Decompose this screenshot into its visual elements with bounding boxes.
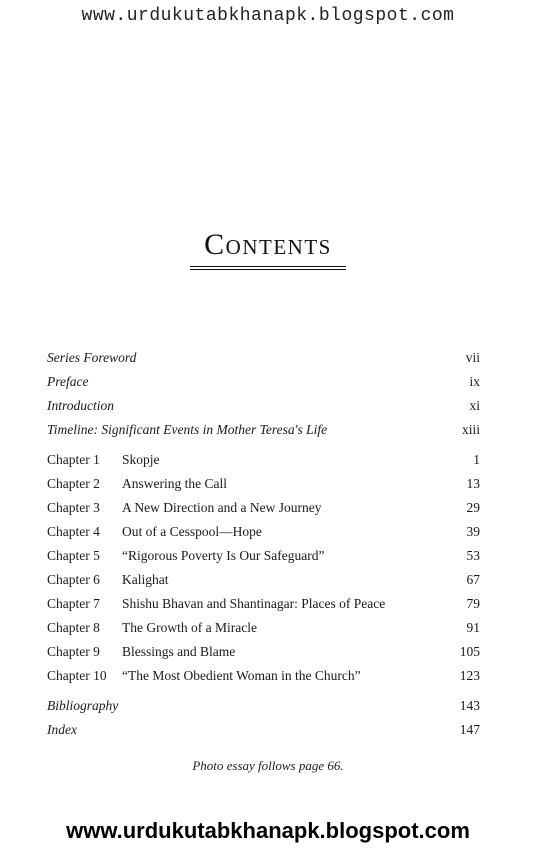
toc-entry-page: 143 bbox=[459, 698, 480, 713]
toc-chapter-8[interactable] bbox=[47, 616, 480, 640]
chapter-number: Chapter 1 bbox=[47, 452, 100, 467]
contents-heading-block bbox=[0, 228, 536, 270]
toc-entry-page: 1 bbox=[473, 452, 480, 467]
chapter-title: Blessings and Blame bbox=[122, 644, 236, 659]
chapter-title: Answering the Call bbox=[122, 476, 227, 491]
title-rule-upper bbox=[190, 266, 346, 267]
chapter-number: Chapter 2 bbox=[47, 476, 100, 491]
toc-entry-page: 105 bbox=[459, 644, 480, 659]
chapter-number: Chapter 9 bbox=[47, 644, 100, 659]
chapter-number: Chapter 10 bbox=[47, 668, 107, 683]
toc-entry-page: 53 bbox=[466, 548, 480, 563]
toc-entry-page: 91 bbox=[466, 620, 480, 635]
toc-entry-page: 39 bbox=[466, 524, 480, 539]
toc-entry-page: 147 bbox=[459, 722, 480, 737]
toc-entry-series-foreword[interactable] bbox=[47, 346, 480, 370]
photo-essay-note: Photo essay follows page 66. bbox=[192, 758, 344, 773]
chapter-title: “Rigorous Poverty Is Our Safeguard” bbox=[122, 548, 325, 563]
toc-chapter-6[interactable] bbox=[47, 568, 480, 592]
toc-entry-label: Bibliography bbox=[47, 698, 119, 713]
toc-entry-preface[interactable] bbox=[47, 370, 480, 394]
toc-chapter-5[interactable] bbox=[47, 544, 480, 568]
chapter-title: A New Direction and a New Journey bbox=[122, 500, 322, 515]
toc-entry-page: 79 bbox=[466, 596, 480, 611]
toc-chapter-4[interactable] bbox=[47, 520, 480, 544]
toc-chapter-2[interactable] bbox=[47, 472, 480, 496]
page-title: Contents bbox=[204, 228, 332, 261]
chapter-number: Chapter 8 bbox=[47, 620, 100, 635]
toc-entry-index[interactable] bbox=[47, 718, 480, 742]
toc-entry-label: Timeline: Significant Events in Mother Teresa's Life bbox=[47, 422, 328, 437]
toc-entry-label: Index bbox=[47, 722, 77, 737]
toc-entry-timeline[interactable] bbox=[47, 418, 480, 442]
chapter-title: Shishu Bhavan and Shantinagar: Places of Peace bbox=[122, 596, 386, 611]
toc-entry-label: Introduction bbox=[47, 398, 114, 413]
toc-entry-label: Series Foreword bbox=[47, 350, 137, 365]
toc-chapter-10[interactable] bbox=[47, 664, 480, 688]
toc-entry-page: 13 bbox=[466, 476, 480, 491]
chapter-title: Skopje bbox=[122, 452, 160, 467]
toc-entry-page: 123 bbox=[459, 668, 480, 683]
chapter-number: Chapter 5 bbox=[47, 548, 100, 563]
toc-chapter-3[interactable] bbox=[47, 496, 480, 520]
table-of-contents bbox=[47, 346, 480, 742]
chapter-title: Out of a Cesspool—Hope bbox=[122, 524, 262, 539]
watermark-bottom: www.urdukutabkhanapk.blogspot.com bbox=[66, 818, 470, 843]
toc-entry-page: ix bbox=[469, 374, 480, 389]
chapter-number: Chapter 4 bbox=[47, 524, 100, 539]
toc-entry-label: Preface bbox=[47, 374, 89, 389]
toc-entry-bibliography[interactable] bbox=[47, 694, 480, 718]
chapter-number: Chapter 7 bbox=[47, 596, 100, 611]
toc-entry-page: 67 bbox=[466, 572, 480, 587]
chapter-title: The Growth of a Miracle bbox=[122, 620, 257, 635]
toc-chapter-9[interactable] bbox=[47, 640, 480, 664]
chapter-title: “The Most Obedient Woman in the Church” bbox=[122, 668, 361, 683]
chapter-number: Chapter 3 bbox=[47, 500, 100, 515]
chapter-title: Kalighat bbox=[122, 572, 169, 587]
toc-entry-page: 29 bbox=[466, 500, 480, 515]
toc-entry-introduction[interactable] bbox=[47, 394, 480, 418]
toc-chapter-1[interactable] bbox=[47, 448, 480, 472]
watermark-top: www.urdukutabkhanapk.blogspot.com bbox=[81, 6, 455, 26]
chapter-number: Chapter 6 bbox=[47, 572, 100, 587]
toc-entry-page: vii bbox=[465, 350, 480, 365]
toc-entry-page: xi bbox=[469, 398, 480, 413]
title-rule-lower bbox=[190, 269, 346, 270]
toc-entry-page: xiii bbox=[461, 422, 480, 437]
toc-chapter-7[interactable] bbox=[47, 592, 480, 616]
